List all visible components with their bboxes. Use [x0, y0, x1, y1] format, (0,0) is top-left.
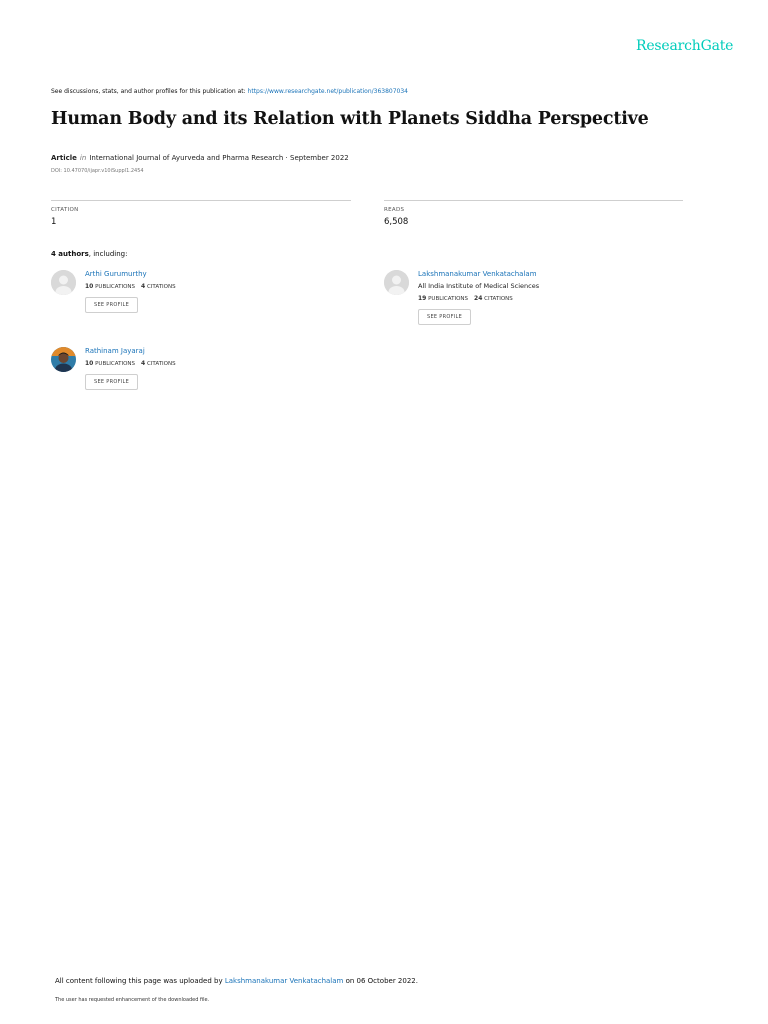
researchgate-logo[interactable]: ResearchGate	[636, 38, 734, 54]
venue-date: International Journal of Ayurveda and Pharma Research · September 2022	[89, 154, 349, 162]
profile-photo-icon	[51, 347, 76, 372]
author-institution: All India Institute of Medical Sciences	[418, 282, 540, 290]
upload-note	[55, 977, 418, 985]
citation-label: CITATION	[51, 207, 79, 213]
reads-stat	[384, 200, 683, 227]
see-profile-button[interactable]: SEE PROFILE	[85, 297, 138, 313]
uploader-link[interactable]: Lakshmanakumar Venkatachalam	[224, 977, 344, 985]
author-name[interactable]: Arthi Gurumurthy	[85, 270, 147, 278]
publication-meta	[51, 154, 349, 162]
upload-suffix: on 06 October 2022.	[343, 977, 418, 985]
author-name[interactable]: Lakshmanakumar Venkatachalam	[418, 270, 537, 278]
avatar[interactable]	[384, 270, 409, 295]
see-profile-button[interactable]: SEE PROFILE	[85, 374, 138, 390]
publication-title: Human Body and its Relation with Planets Siddha Perspective	[51, 109, 649, 129]
citation-value: 1	[51, 217, 57, 227]
author-stats	[418, 295, 678, 302]
author-name[interactable]: Rathinam Jayaraj	[85, 347, 145, 355]
default-avatar-icon	[51, 270, 76, 295]
publications-label: PUBLICATIONS	[428, 296, 469, 302]
discussion-line	[51, 88, 408, 95]
publications-count: 19	[418, 295, 427, 302]
authors-count: 4 authors	[51, 250, 89, 258]
authors-suffix: , including:	[88, 250, 128, 258]
publication-link[interactable]: https://www.researchgate.net/publication/363807034	[247, 88, 408, 95]
doi: DOI: 10.47070/ijapr.v10iSuppl1.2454	[51, 168, 144, 174]
reads-value: 6,508	[384, 217, 409, 227]
publications-count: 10	[85, 283, 94, 290]
in-word: in	[79, 154, 87, 162]
avatar[interactable]	[51, 270, 76, 295]
authors-heading	[51, 250, 127, 258]
see-profile-button[interactable]: SEE PROFILE	[418, 309, 471, 325]
default-avatar-icon	[384, 270, 409, 295]
citations-count: 4	[141, 283, 146, 290]
author-stats	[85, 360, 345, 367]
upload-prefix: All content following this page was uploaded by	[55, 977, 225, 985]
citations-label: CITATIONS	[484, 296, 513, 302]
citation-stat	[51, 200, 351, 227]
publications-count: 10	[85, 360, 94, 367]
avatar[interactable]	[51, 347, 76, 372]
enhancement-note: The user has requested enhancement of the downloaded file.	[55, 997, 210, 1003]
publications-label: PUBLICATIONS	[95, 361, 136, 367]
discussion-prefix: See discussions, stats, and author profiles for this publication at:	[51, 88, 248, 95]
publications-label: PUBLICATIONS	[95, 284, 136, 290]
citations-label: CITATIONS	[146, 284, 176, 290]
reads-label: READS	[384, 207, 405, 213]
publication-type: Article	[51, 154, 77, 162]
citations-count: 4	[141, 360, 146, 367]
citations-label: CITATIONS	[146, 361, 176, 367]
citations-count: 24	[474, 295, 483, 302]
author-stats	[85, 283, 345, 290]
